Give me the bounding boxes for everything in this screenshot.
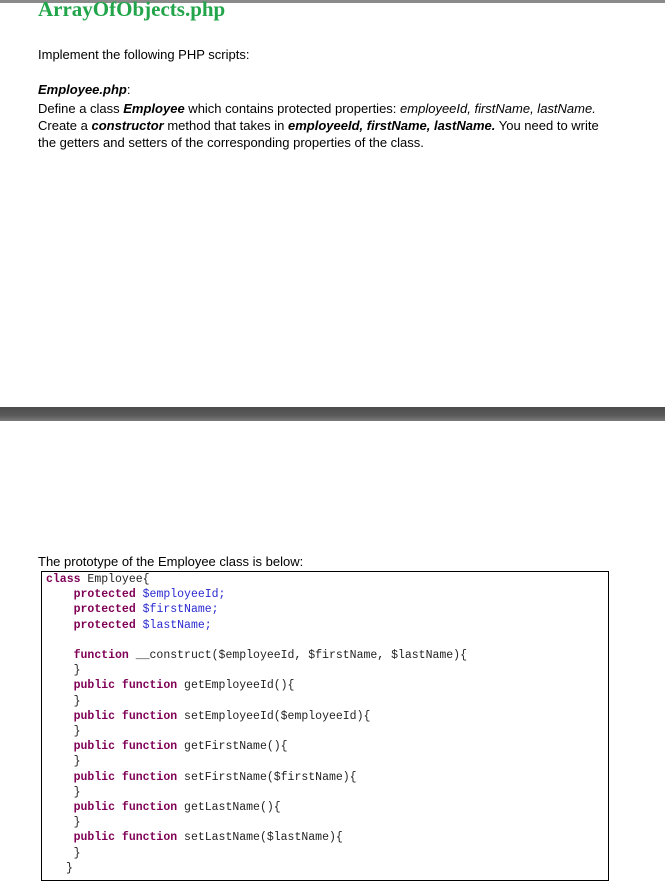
code-line-get-employee-id: public function getEmployeeId(){ [73,679,295,693]
code-line-prop-first-name: protected $firstName; [73,603,219,617]
section-title-text: Employee.php [38,82,127,97]
description-line-1 [38,100,638,117]
line1-middle: which contains protected properties: [184,101,401,116]
code-line-class: class Employee{ [46,573,150,586]
code-line-set-first-name: public function setFirstName($firstName){ [73,770,357,784]
class-name-emphasis: Employee [123,101,185,116]
page-break-divider [0,407,665,421]
line2-suffix: You need to write [495,118,599,133]
description-paragraph [38,100,638,151]
line2-prefix: Create a [38,118,92,133]
property-list: employeeId, firstName, lastName. [400,101,596,116]
section-title-colon: : [126,82,131,97]
prototype-caption: The prototype of the Employee class is below: [38,554,304,569]
code-line-close: } [73,694,81,708]
code-line-prop-last-name: protected $lastName; [73,618,212,632]
class-close-brace: } [66,862,73,875]
code-line-constructor: function __construct($employeeId, $firstName, $lastName){ [73,649,467,663]
code-line-close: } [73,755,81,769]
code-line-close: } [73,846,81,860]
code-line-set-employee-id: public function setEmployeeId($employeeId){ [73,709,371,723]
section-title [38,82,130,97]
description-line-2 [38,117,638,134]
code-block [41,571,609,881]
code-line-set-last-name: public function setLastName($lastName){ [73,831,343,845]
intro-text: Implement the following PHP scripts: [38,47,250,62]
description-line-3: the getters and setters of the corresponding properties of the class. [38,135,424,150]
parameter-list: employeeId, firstName, lastName. [288,118,496,133]
code-line-close: } [73,816,81,830]
constructor-emphasis: constructor [91,118,164,133]
code-line-close: } [73,664,81,678]
line2-middle: method that takes in [163,118,289,133]
code-line-get-last-name: public function getLastName(){ [73,801,281,815]
code-line-close: } [73,785,81,799]
line1-prefix: Define a class [38,101,124,116]
code-line-blank [46,633,467,648]
code-line-close: } [73,725,81,739]
code-line-prop-employee-id: protected $employeeId; [73,588,226,602]
code-listing [46,572,467,861]
code-line-get-first-name: public function getFirstName(){ [73,740,288,754]
page-heading: ArrayOfObjects.php [38,0,226,21]
